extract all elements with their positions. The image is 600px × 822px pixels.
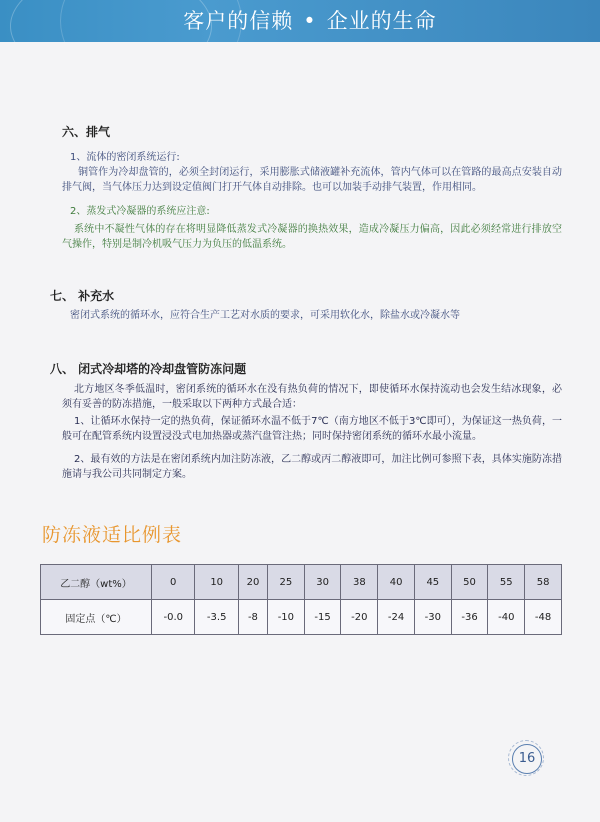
concentration-label: 乙二醇（wt%） — [41, 565, 152, 600]
section-6-para1: 铜管作为冷却盘管的，必须全封闭运行，采用膨胀式储液罐补充流体，管内气体可以在管路的最高点安装自动排气阀，当气体压力达到设定值阀门打开气体自动排除。也可以加装手动排气装置，作用相同。 — [62, 167, 562, 193]
concentration-cell: 58 — [525, 565, 562, 600]
concentration-cell: 45 — [414, 565, 451, 600]
freezing-point-cell: -3.5 — [195, 600, 238, 635]
freezing-point-cell: -15 — [304, 600, 341, 635]
section-8-para3: 2、最有效的方法是在密闭系统内加注防冻液，乙二醇或丙二醇液即可，加注比例可参照下表，具体实施防冻措施请与我公司共同制定方案。 — [62, 454, 562, 480]
freezing-point-cell: -24 — [378, 600, 415, 635]
freezing-point-cell: -36 — [451, 600, 488, 635]
concentration-cell: 10 — [195, 565, 238, 600]
slogan-left: 客户的信赖 — [183, 9, 294, 33]
freezing-point-cell: -20 — [341, 600, 378, 635]
freezing-point-cell: -0.0 — [152, 600, 195, 635]
freezing-point-row — [41, 600, 562, 635]
section-8-heading: 八、 闭式冷却塔的冷却盘管防冻问题 — [50, 362, 247, 376]
concentration-cell: 0 — [152, 565, 195, 600]
section-6-heading: 六、排气 — [62, 125, 111, 139]
section-8-para2: 1、让循环水保持一定的热负荷，保证循环水温不低于7℃（南方地区不低于3℃即可），为保证这一热负荷，一般可在配管系统内设置浸没式电加热器或蒸汽盘管注热；同时保持密闭系统的循环水最小流量。 — [62, 416, 562, 442]
freezing-point-cell: -8 — [238, 600, 267, 635]
antifreeze-table-title: 防冻液适比例表 — [42, 524, 183, 546]
concentration-cell: 50 — [451, 565, 488, 600]
antifreeze-table — [40, 564, 562, 635]
concentration-cell: 38 — [341, 565, 378, 600]
section-6-sub1: 1、流体的密闭系统运行: — [70, 152, 180, 163]
section-8-para1: 北方地区冬季低温时，密闭系统的循环水在没有热负荷的情况下，即使循环水保持流动也会发生结冰现象，必须有妥善的防冻措施，一般采取以下两种方式最合适： — [62, 384, 562, 410]
section-7-para: 密闭式系统的循环水，应符合生产工艺对水质的要求，可采用软化水，除盐水或冷凝水等 — [70, 310, 460, 321]
page-number: 16 — [512, 744, 542, 774]
freezing-point-label: 固定点（℃） — [41, 600, 152, 635]
section-6-para2: 系统中不凝性气体的存在将明显降低蒸发式冷凝器的换热效果，造成冷凝压力偏高，因此必须经常进行排放空气操作，特别是制冷机吸气压力为负压的低温系统。 — [62, 224, 562, 250]
freezing-point-cell: -40 — [488, 600, 525, 635]
concentration-row — [41, 565, 562, 600]
freezing-point-cell: -10 — [268, 600, 305, 635]
section-6-sub2: 2、蒸发式冷凝器的系统应注意: — [70, 206, 210, 217]
slogan-right: 企业的生命 — [326, 9, 437, 33]
concentration-cell: 30 — [304, 565, 341, 600]
concentration-cell: 40 — [378, 565, 415, 600]
section-7-heading: 七、 补充水 — [50, 289, 115, 303]
concentration-cell: 25 — [268, 565, 305, 600]
concentration-cell: 20 — [238, 565, 267, 600]
freezing-point-cell: -48 — [525, 600, 562, 635]
slogan-separator: • — [303, 9, 317, 33]
freezing-point-cell: -30 — [414, 600, 451, 635]
concentration-cell: 55 — [488, 565, 525, 600]
